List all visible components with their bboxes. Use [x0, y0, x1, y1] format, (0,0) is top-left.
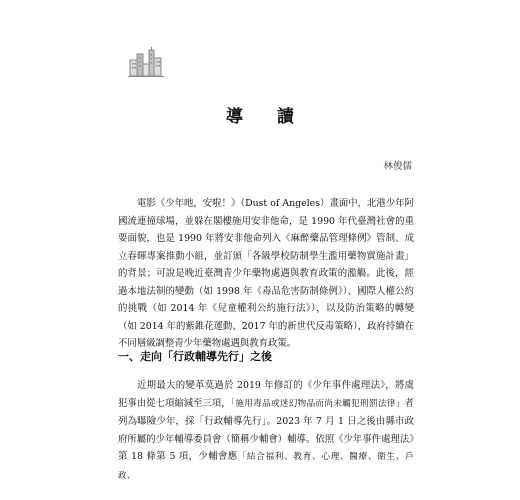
legal-quote: 「結合福利、教育、心理、醫療、衛生、戶政、: [118, 452, 414, 481]
city-skyline-icon: [128, 46, 164, 78]
paragraph-text: 者列為曝險少年，採「行政輔導先行」。2023 年 7 月 1 日之後由縣市政府所屬的少年輔導委員會（簡稱少輔會）輔導。依照《少年事件處理法》第 18 條第 5 項，少輔會應: [118, 397, 414, 462]
author-name: 林俊儒: [383, 161, 412, 172]
intro-paragraph: 電影《少年吔，安啦！》（Dust of Angeles）畫面中，北港少年阿國流連撞球場，並躲在閣樓施用安非他命，是 1990 年代臺灣社會的重要面貌，也是 1990 年將安非他命列入《麻醉藥品管理條例》管制、成立春暉專案推動小組，並訂頒「各級學校防制學生濫用藥物實施計畫」的背景；可說是晚近臺灣青少年藥物處遇與教育政策的濫觴。此後，經過本地法制的變動（如 1998 年《毒品危害防制條例》）、國際人權公約的挑戰（如 2014 年《兒童權利公約施行法》），以及防治策略的轉變（如 2014 年的紫錐花運動、2017 年的新世代反毒策略），政府持續在不同層級調整青少年藥物處遇與教育政策。: [118, 198, 414, 349]
section-paragraph: [118, 377, 414, 485]
legal-quote: 「施用毒品或迷幻物品而尚未觸犯刑罰法律」: [230, 398, 405, 409]
paragraph-text: 近期最大的變革莫過於 2019 年修訂的《少年事件處理法》，將虞犯事由從七項縮減至三項，: [118, 380, 414, 409]
page-title: 導 讀: [226, 107, 308, 127]
section-heading: 一、走向「行政輔導先行」之後: [118, 350, 272, 363]
